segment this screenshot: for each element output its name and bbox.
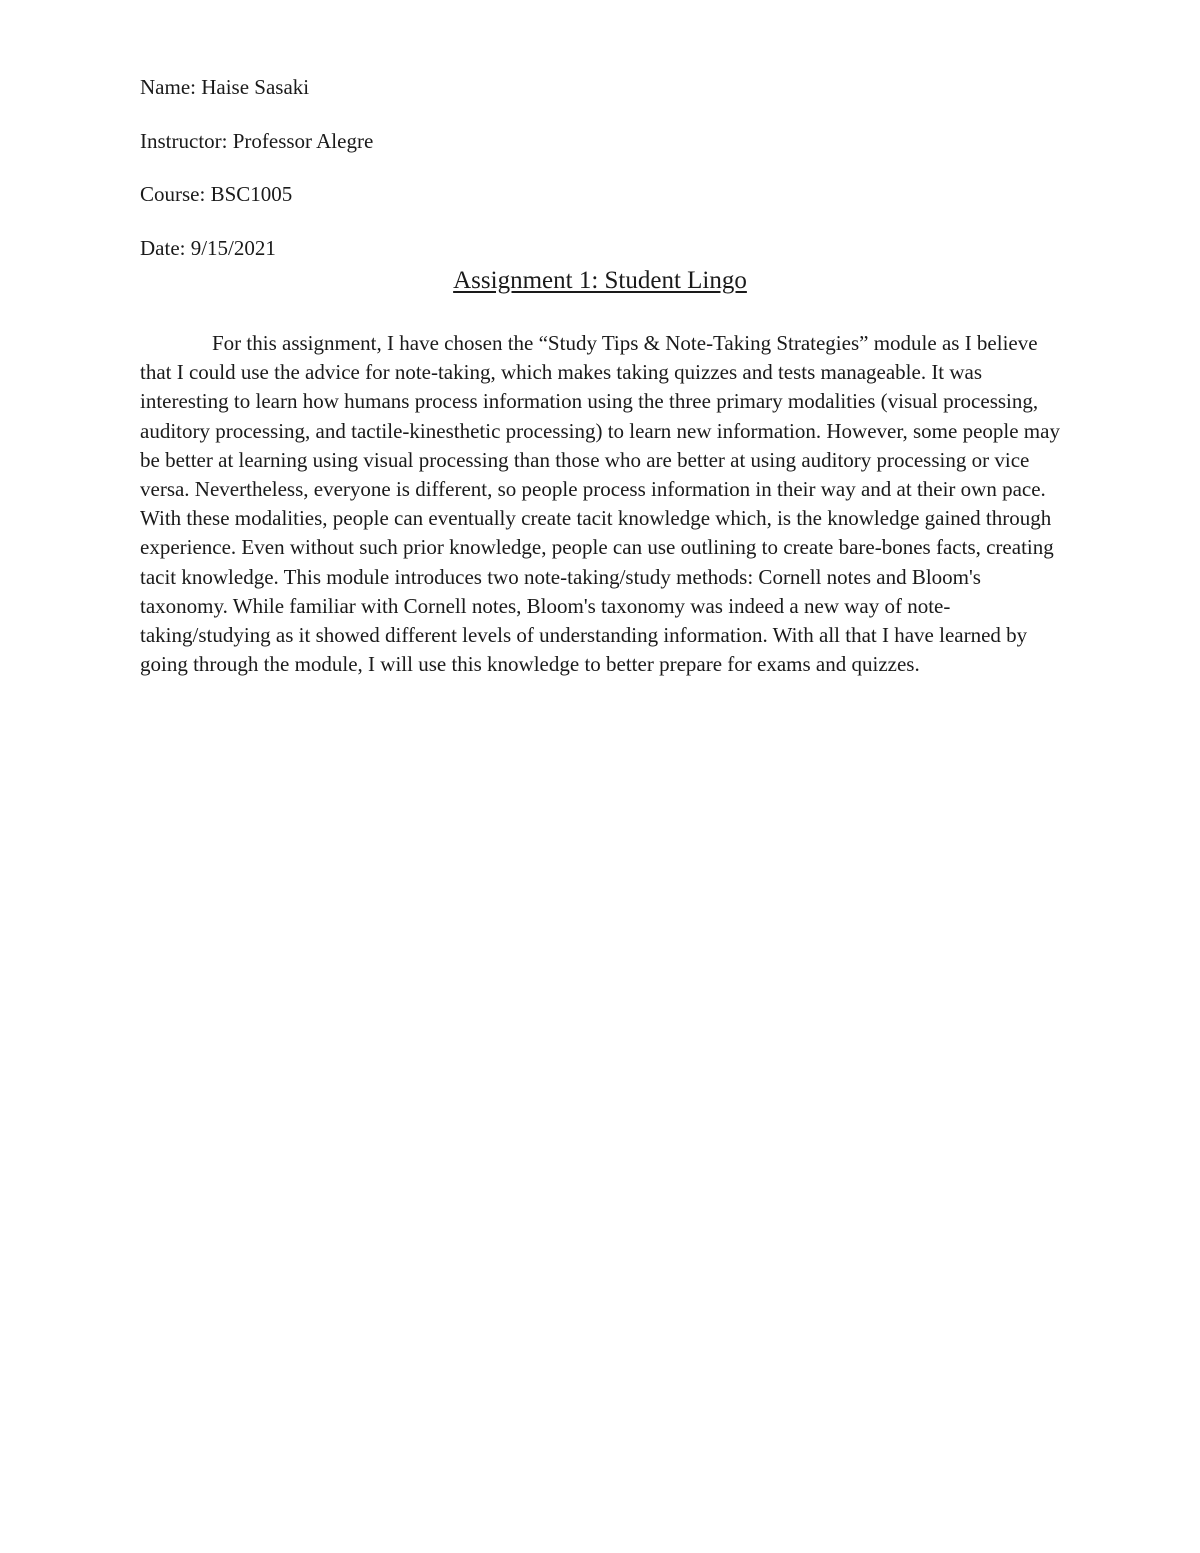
instructor-name: Instructor: Professor Alegre	[140, 129, 374, 153]
student-name: Name: Haise Sasaki	[140, 75, 310, 99]
assignment-title: Assignment 1: Student Lingo	[453, 267, 747, 294]
course-code: Course: BSC1005	[140, 182, 293, 206]
body-paragraph: For this assignment, I have chosen the “Study Tips & Note-Taking Strategies” module as I believe that I could use the advice for note-taking, which makes taking quizzes and tests manageable. It was interesting to learn how humans process information using the three primary modalities (visual processing, auditory processing, and tactile-kinesthetic processing) to learn new information. However, some people may be better at learning using visual processing than those who are better at using auditory processing or vice versa. Nevertheless, everyone is different, so people process information in their way and at their own pace. With these modalities, people can eventually create tacit knowledge which, is the knowledge gained through experience. Even without such prior knowledge, people can use outlining to create bare-bones facts, creating tacit knowledge. This module introduces two note-taking/study methods: Cornell notes and Bloom's taxonomy. While familiar with Cornell notes, Bloom's taxonomy was indeed a new way of note-taking/studying as it showed different levels of understanding information. With all that I have learned by going through the module, I will use this knowledge to better prepare for exams and quizzes.	[140, 331, 1060, 677]
assignment-date: Date: 9/15/2021	[140, 236, 276, 260]
